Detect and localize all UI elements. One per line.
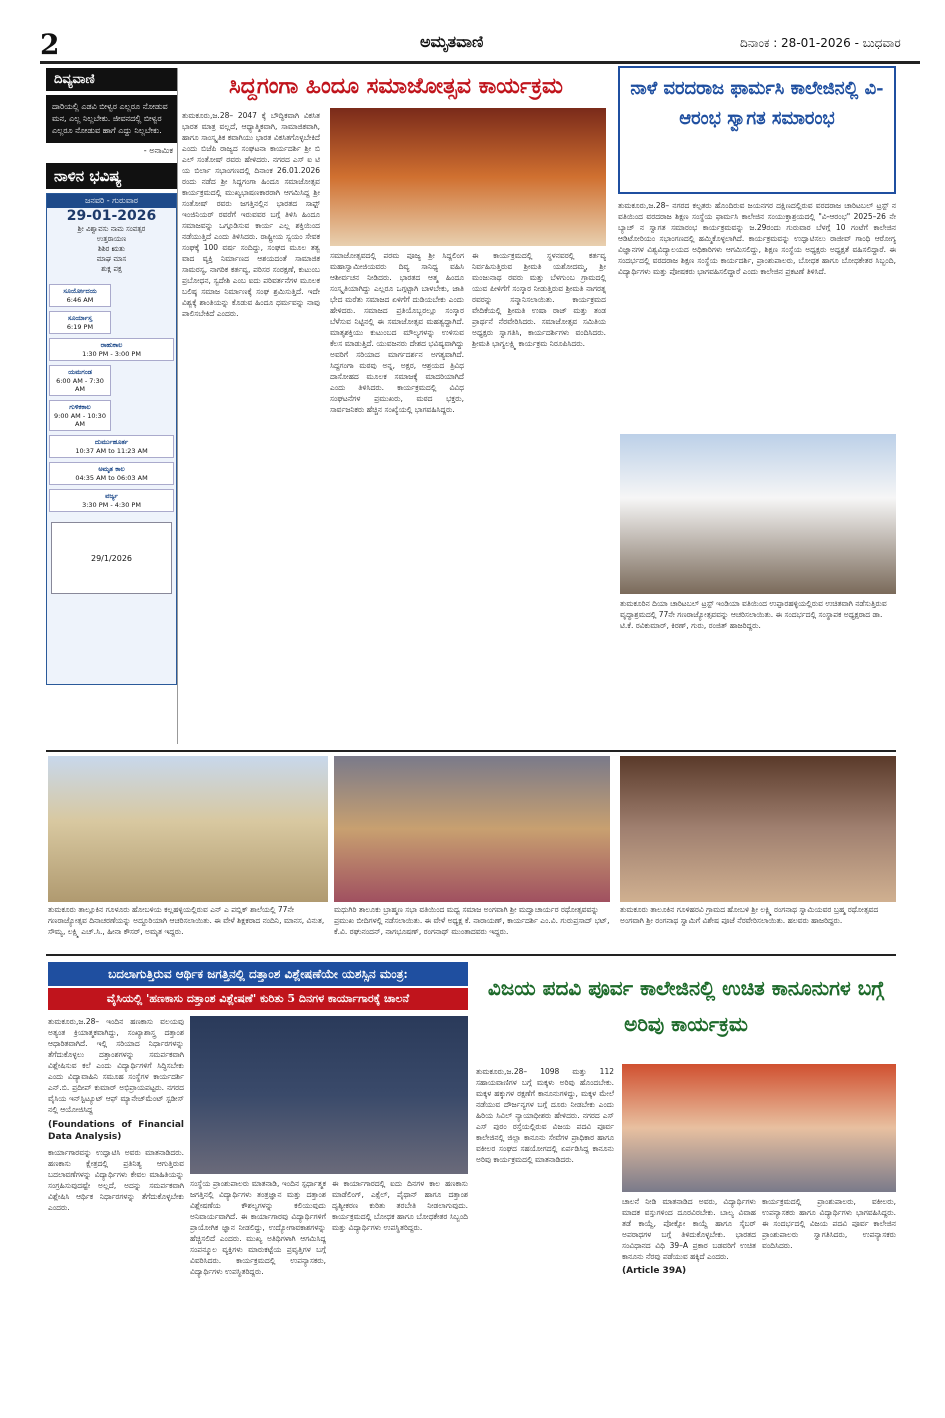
tile-amrita — [49, 462, 174, 485]
article3-fdta: (Foundations of Financial Data Analysis) — [48, 1120, 184, 1142]
rashi-chart — [51, 522, 172, 594]
article3-col2-text: ಸಂಸ್ಥೆಯ ಪ್ರಾಂಶುಪಾಲರು ಮಾತನಾಡಿ, ಇಂದಿನ ಸ್ಪರ್ಧಾತ್ಮಕ ಜಗತ್ತಿನಲ್ಲಿ ವಿದ್ಯಾರ್ಥಿಗಳು ತಂತ್ರಜ್ಞಾನ ಮತ್ತು ದತ್ತಾಂಶ ವಿಶ್ಲೇಷಣೆಯ ಕೌಶಲ್ಯಗಳನ್ನು ಕಲಿಯುವುದು ಅನಿವಾರ್ಯವಾಗಿದೆ. ಈ ಕಾರ್ಯಾಗಾರವು ವಿದ್ಯಾರ್ಥಿಗಳಿಗೆ ಪ್ರಾಯೋಗಿಕ ಜ್ಞಾನ ನೀಡಲಿದ್ದು, ಉದ್ಯೋಗಾವಕಾಶಗಳನ್ನು ಹೆಚ್ಚಿಸಲಿದೆ ಎಂದರು. ಮುಖ್ಯ ಅತಿಥಿಗಳಾಗಿ ಆಗಮಿಸಿದ್ದ ಸಂಪನ್ಮೂಲ ವ್ಯಕ್ತಿಗಳು ಮಾರುಕಟ್ಟೆಯ ಪ್ರವೃತ್ತಿಗಳ ಬಗ್ಗೆ ವಿವರಿಸಿದರು. ಕಾರ್ಯಕ್ರಮದಲ್ಲಿ ಉಪನ್ಯಾಸಕರು, ವಿದ್ಯಾರ್ಥಿಗಳು ಉಪಸ್ಥಿತರಿದ್ದರು. — [190, 1179, 326, 1276]
article2-headline: ನಾಳೆ ವರದರಾಜ ಫಾರ್ಮಸಿ ಕಾಲೇಜಿನಲ್ಲಿ ವಿ-ಆರಂಭ ಸ್ವಾಗತ ಸಮಾರಂಭ — [630, 78, 884, 129]
school-photo — [48, 756, 328, 902]
article4-article39a: (Article 39A) — [622, 1266, 687, 1276]
article3-photo — [190, 1016, 468, 1174]
tile-value: 3:30 PM - 4:30 PM — [82, 501, 141, 509]
tile-label: ದುರ್ಮುಹೂರ್ತ — [94, 438, 129, 446]
section-divider — [46, 954, 896, 956]
tile-value: 1:30 PM - 3:00 PM — [82, 350, 141, 358]
school-caption: ತುಮಕೂರು ತಾಲ್ಲೂಕಿನ ಗೂಳೂರು ಹೋಬಳಿಯ ಕಲ್ಲಹಳ್ಳಿಯಲ್ಲಿರುವ ಎನ್ ಎ ಪಬ್ಲಿಕ್ ಶಾಲೆಯಲ್ಲಿ 77ನೇ ಗಣರಾಜ್ಯೋತ್ಸವ ದಿನಾಚರಣೆಯನ್ನು ಅದ್ದೂರಿಯಾಗಿ ಆಚರಿಸಲಾಯಿತು. ಈ ವೇಳೆ ಶಿಕ್ಷಕರಾದ ನಂದಿನಿ, ಮಾನಸ, ವಿನುತ, ಸೌಮ್ಯ, ಲಕ್ಷ್ಮಿ ಎಚ್.ಸಿ., ಹೀನಾ ಕೌಸರ್, ಅಮೃತ ಇದ್ದರು. — [48, 905, 325, 936]
temple-photo — [620, 756, 896, 902]
article1-col1 — [182, 110, 320, 745]
tile-label: ಸೂರ್ಯೋದಯ — [63, 287, 97, 295]
article4-photo — [622, 1064, 896, 1192]
tile-sunrise — [49, 284, 111, 307]
tile-label: ಸೂರ್ಯಾಸ್ತ — [67, 314, 93, 322]
tile-varjya — [49, 489, 174, 512]
temple-caption: ತುಮಕೂರು ತಾಲೂಕಿನ ಗೂಳಿಹರವಿ ಗ್ರಾಮದ ಹೋಬಳಿ ಶ್ರೀ ಲಕ್ಷ್ಮಿ ರಂಗನಾಥ ಸ್ವಾಮಿಯವರ ಬ್ರಹ್ಮ ರಥೋತ್ಸವದ ಅಂಗವಾಗಿ ಶ್ರೀ ರಂಗನಾಥ ಸ್ವಾಮಿಗೆ ವಿಶೇಷ ಪೂಜೆ ನೆರವೇರಿಸಲಾಯಿತು. ಹಲವರು ಹಾಜರಿದ್ದರು. — [620, 905, 879, 925]
calendar-lines — [47, 224, 176, 274]
calendar-line: ಮಾಘ ಮಾಸ — [96, 255, 127, 263]
article4-col1-text: ತುಮಕೂರು,ಜ.28– 1098 ಮತ್ತು 112 ಸಹಾಯವಾಣಿಗಳ ಬಗ್ಗೆ ಮಕ್ಕಳು ಅರಿವು ಹೊಂದಬೇಕು. ಮಕ್ಕಳ ಹಕ್ಕುಗಳ ರಕ್ಷಣೆಗೆ ಕಾನೂನುಗಳಿದ್ದು, ಮಕ್ಕಳ ಮೇಲೆ ನಡೆಯುವ ದೌರ್ಜನ್ಯಗಳ ಬಗ್ಗೆ ದೂರು ನೀಡಬೇಕು ಎಂದು ಹಿರಿಯ ಸಿವಿಲ್ ನ್ಯಾಯಾಧೀಶರು ಹೇಳಿದರು. ನಗರದ ಎಸ್ ಎಸ್ ಪುರಂ ರಸ್ತೆಯಲ್ಲಿರುವ ವಿಜಯ ಪದವಿ ಪೂರ್ವ ಕಾಲೇಜಿನಲ್ಲಿ ಜಿಲ್ಲಾ ಕಾನೂನು ಸೇವೆಗಳ ಪ್ರಾಧಿಕಾರ ಹಾಗೂ ವಕೀಲರ ಸಂಘದ ಸಹಯೋಗದಲ್ಲಿ ಏರ್ಪಡಿಸಿದ್ದ ಕಾನೂನು ಅರಿವು ಕಾರ್ಯಕ್ರಮದಲ್ಲಿ ಮಾತನಾಡಿದರು. — [476, 1067, 614, 1164]
article3-col1-text: ತುಮಕೂರು,ಜ.28– ಇಂದಿನ ಹಣಕಾಸು ವಲಯವು ಅತ್ಯಂತ ಕ್ರಿಯಾತ್ಮಕವಾಗಿದ್ದು, ಸಂಖ್ಯಾಶಾಸ್ತ್ರ ದತ್ತಾಂಶ ಆಧಾರಿತವಾಗಿದೆ. ಇಲ್ಲಿ ಸರಿಯಾದ ನಿರ್ಧಾರಗಳನ್ನು ತೆಗೆದುಕೊಳ್ಳಲು ದತ್ತಾಂಶಗಳನ್ನು ಸಮರ್ಪಕವಾಗಿ ವಿಶ್ಲೇಷಿಸುವ ಕಲೆ ಎಂದು ವಿದ್ಯಾರ್ಥಿಗಳಿಗೆ ಸಿದ್ಧಿಸಬೇಕು ಎಂದು ವಿದ್ಯಾವಾಹಿನಿ ಸಮೂಹ ಸಂಸ್ಥೆಗಳ ಕಾರ್ಯದರ್ಶಿ ಎನ್.ಬಿ. ಪ್ರದೀಪ್ ಕುಮಾರ್ ಅಭಿಪ್ರಾಯಪಟ್ಟರು. ನಗರದ ವೈಸಿಯ ಇನ್‌ಸ್ಟಿಟ್ಯೂಟ್ ಆಫ್ ಮ್ಯಾನೇಜ್‌ಮೆಂಟ್ ಸ್ಟಡೀಸ್ ನಲ್ಲಿ ಆಯೋಜಿಸಿದ್ದ — [48, 1017, 184, 1114]
panchanga-calendar — [46, 193, 177, 685]
article1-col1-text: ತುಮಕೂರು,ಜ.28– 2047 ಕ್ಕೆ ಬೌದ್ಧಿಕವಾಗಿ ವಿಕಸಿತ ಭಾರತ ಮಾತ್ರ ವಲ್ಲದೆ, ಆಧ್ಯಾತ್ಮಿಕವಾಗಿ, ಸಾಮಾಜಿಕವಾಗಿ, ಹಾಗೂ ಸಾಂಸ್ಕೃತಿಕ ಕವಾಗಿಯು ಭಾರತ ವಿಕಸಿತಗೊಳ್ಳಬೇಕಿದೆ ಎಂದು ಬಿಜೆಪಿ ರಾಜ್ಯದ ಸಂಘಟನಾ ಕಾರ್ಯದರ್ಶಿ ಶ್ರೀ ಬಿ ಎಲ್ ಸಂತೋಷ್ ರವರು ಹೇಳಿದರು. ನಗರದ ಎಸ್ ಐ ಟಿ ಯ ಬಿರ್ಲಾ ಸಭಾಂಗಣದಲ್ಲಿ ದಿನಾಂಕ 26.01.2026 ರಂದು ನಡೆದ ಶ್ರೀ ಸಿದ್ದಗಂಗಾ ಹಿಂದೂ ಸಮಾಜೋತ್ಸವ ಕಾರ್ಯಕ್ರಮದಲ್ಲಿ ಮುಖ್ಯಭಾಷಣಕಾರರಾಗಿ ಆಗಮಿಸಿದ್ದ ಶ್ರೀ ಸಂತೋಷ್ ರವರು ಜಗತ್ತಿನಲ್ಲಿನ ಭಾರತದ ಸಾಫ್ಟ್ ಇಂಜಿನಿಯರ್ ರವರೆಗೆ ಇರುವವರ ಬಗ್ಗೆ ತಿಳಿಸಿ ಹಿಂದೂ ಸಮಾಜವನ್ನು ಒಗ್ಗೂಡಿಸುವ ಕಾರ್ಯ ಎಲ್ಲ ಶಕ್ತಿಯಿಂದ ನಡೆಯುತ್ತಿದೆ ಎಂದು ತಿಳಿಸಿದರು. ರಾಷ್ಟ್ರೀಯ ಸ್ವಯಂ ಸೇವಕ ಸಂಘಕ್ಕೆ 100 ವರ್ಷ ಸಂದಿದ್ದು, ಸಂಘದ ಮೂಲ ತತ್ವ ವಾದ ವ್ಯಕ್ತಿ ನಿರ್ಮಾಣದ ಆಶಯದಂತೆ ಸಾಮಾಜಿಕ ಸಾಮರಸ್ಯ, ನಾಗರಿಕ ಕರ್ತವ್ಯ, ಪರಿಸರ ಸಂರಕ್ಷಣೆ, ಕುಟುಂಬ ಪ್ರಬೋಧನ, ಸ್ವದೇಶಿ ಎಂಬ ಐದು ಪರಿವರ್ತನೆಗಳ ಮೂಲಕ ಬಲಿಷ್ಠ ಸಮಾಜ ನಿರ್ಮಾಣಕ್ಕೆ ಸಂಘ ಶ್ರಮಿಸುತ್ತಿದೆ. ಇದೇ ವಿಶ್ವಕ್ಕೆ ಶಾಂತಿಯನ್ನು ಕೊಡುವ ಹಿಂದೂ ಧರ್ಮವನ್ನು ನಾವು ಪಾಲಿಸಬೇಕಿದೆ ಎಂದರು. — [182, 111, 320, 318]
article3-col1 — [48, 1016, 184, 1406]
article1-col2 — [330, 250, 464, 745]
article3-col1b-text: ಕಾರ್ಯಾಗಾರವನ್ನು ಉದ್ಘಾಟಿಸಿ ಅವರು ಮಾತನಾಡಿದರು. ಹಣಕಾಸು ಕ್ಷೇತ್ರದಲ್ಲಿ ಪ್ರತಿನಿತ್ಯ ಆಗುತ್ತಿರುವ ಬದಲಾವಣೆಗಳನ್ನು ವಿದ್ಯಾರ್ಥಿಗಳು ಕೇವಲ ಮಾಹಿತಿಯನ್ನು ಸಂಗ್ರಹಿಸುವುದಷ್ಟೇ ಅಲ್ಲದೆ, ಅದನ್ನು ಸಮರ್ಪಕವಾಗಿ ವಿಶ್ಲೇಷಿಸಿ ಆರ್ಥಿಕ ನಿರ್ಧಾರಗಳನ್ನು ತೆಗೆದುಕೊಳ್ಳಬೇಕು ಎಂದರು. — [48, 1148, 184, 1212]
article3-subhead: ವೈಸಿಯಲ್ಲಿ 'ಹಣಕಾಸು ದತ್ತಾಂಶ ವಿಶ್ಲೇಷಣೆ' ಕುರಿತು 5 ದಿನಗಳ ಕಾರ್ಯಾಗಾರಕ್ಕೆ ಚಾಲನೆ — [48, 988, 468, 1010]
tile-value: 6:19 PM — [66, 323, 94, 331]
article3-col3-text: ಈ ಕಾರ್ಯಾಗಾರದಲ್ಲಿ ಐದು ದಿನಗಳ ಕಾಲ ಹಣಕಾಸು ಮಾಡೆಲಿಂಗ್, ಎಕ್ಸೆಲ್, ಪೈಥಾನ್ ಹಾಗೂ ದತ್ತಾಂಶ ದೃಶ್ಯೀಕರಣ ಕುರಿತು ತರಬೇತಿ ನೀಡಲಾಗುವುದು. ಕಾರ್ಯಕ್ರಮದಲ್ಲಿ ಬೋಧಕ ಹಾಗೂ ಬೋಧಕೇತರ ಸಿಬ್ಬಂದಿ ಮತ್ತು ವಿದ್ಯಾರ್ಥಿಗಳು ಉಪಸ್ಥಿತರಿದ್ದರು. — [332, 1179, 468, 1232]
tile-yamaganda — [49, 365, 111, 396]
divyavani-text: ದಾರಿಯಲ್ಲಿ ಎಡವಿ ಬೀಳ್ವರ ಎಲ್ಲರೂ ನೋಡುವ ಮನ, ಎಲ್ಲ ನಿಲ್ಲಬೇಕು. ಜೀವನದಲ್ಲಿ ಬೀಳ್ವರ ಎಲ್ಲರೂ ನೋಡುವ ಹಾಗೆ ಎದ್ದು ನಿಲ್ಲಬೇಕು. — [46, 95, 177, 143]
article1-headline-text: ಸಿದ್ದಗಂಗಾ ಹಿಂದೂ ಸಮಾಜೋತ್ಸವ ಕಾರ್ಯಕ್ರಮ — [229, 73, 563, 99]
calendar-line: ಶುಕ್ಲ ಪಕ್ಷ — [101, 265, 122, 273]
tile-label: ಅಮೃತ ಕಾಲ — [98, 465, 125, 473]
article3-col2 — [190, 1178, 326, 1406]
section-divider — [46, 750, 896, 752]
article2-headline-box — [618, 66, 896, 194]
tile-label: ಗುಳಿಕಕಾಲ — [69, 403, 91, 411]
rashi-chart-date: 29/1/2026 — [90, 553, 133, 563]
calendar-head: ಜನವರಿ - ಗುರುವಾರ — [47, 194, 176, 208]
page-header — [40, 28, 920, 64]
calendar-line: ಉತ್ತರಾಯಣ — [96, 235, 127, 243]
article4-col1 — [476, 1066, 614, 1406]
tile-value: 9:00 AM - 10:30 AM — [54, 412, 106, 428]
calendar-date: 29-01-2026 — [66, 208, 157, 224]
article3-headline: ಬದಲಾಗುತ್ತಿರುವ ಆರ್ಥಿಕ ಜಗತ್ತಿನಲ್ಲಿ ದತ್ತಾಂಶ ವಿಶ್ಲೇಷಣೆಯೇ ಯಶಸ್ಸಿನ ಮಂತ್ರ: — [48, 962, 468, 986]
republic-day-caption: ತುಮಕೂರಿನ ದಿಯಾ ಚಾರಿಟಬಲ್ ಟ್ರಸ್ಟ್ ಇಂಡಿಯಾ ವತಿಯಿಂದ ಉಪ್ಪಾರಹಳ್ಳಿಯಲ್ಲಿರುವ ಉಚಿತವಾಗಿ ನಡೆಸುತ್ತಿರುವ ವೃದ್ಧಾಶ್ರಮದಲ್ಲಿ 77ನೇ ಗಣರಾಜ್ಯೋತ್ಸವವನ್ನು ಆಚರಿಸಲಾಯಿತು. ಈ ಸಂದರ್ಭದಲ್ಲಿ ಸಂಸ್ಥಾಪಕ ಅಧ್ಯಕ್ಷರಾದ ಡಾ. ಟಿ.ಕೆ. ರವಿಕುಮಾರ್, ಕಿರಣ್, ಗುರು, ರಂಜಿತ್ ಹಾಜರಿದ್ದರು. — [620, 599, 887, 630]
horoscope-title: ನಾಳಿನ ಭವಿಷ್ಯ — [46, 163, 177, 189]
divyavani-author: - ಅನಾಮಿಕ — [143, 146, 173, 155]
article2-body — [618, 200, 896, 428]
article4-headline: ವಿಜಯ ಪದವಿ ಪೂರ್ವ ಕಾಲೇಜಿನಲ್ಲಿ ಉಚಿತ ಕಾನೂನುಗಳ ಬಗ್ಗೆ ಅರಿವು ಕಾರ್ಯಕ್ರಮ — [487, 976, 885, 1036]
tile-sunset — [49, 311, 111, 334]
tile-label: ಯಮಗಂಡ — [68, 368, 92, 376]
article1-col3 — [472, 250, 606, 745]
article4-col3-text: ಕಾರ್ಯಕ್ರಮದಲ್ಲಿ ಪ್ರಾಂಶುಪಾಲರು, ವಕೀಲರು, ಉಪನ್ಯಾಸಕರು ಹಾಗೂ ವಿದ್ಯಾರ್ಥಿಗಳು ಭಾಗವಹಿಸಿದ್ದರು. ಈ ಸಂದರ್ಭದಲ್ಲಿ ವಿಜಯ ಪದವಿ ಪೂರ್ವ ಕಾಲೇಜಿನ ಪ್ರಾಂಶುಪಾಲರು ಸ್ವಾಗತಿಸಿದರು, ಉಪನ್ಯಾಸಕರು ವಂದಿಸಿದರು. — [762, 1197, 896, 1250]
madhugiri-photo — [334, 756, 610, 902]
tile-value: 6:46 AM — [66, 296, 94, 304]
tile-value: 04:35 AM to 06:03 AM — [75, 474, 148, 482]
calendar-line: ಶಿಶಿರ ಋತು — [98, 245, 125, 253]
dateline: ದಿನಾಂಕ : 28-01-2026 - ಬುಧವಾರ — [740, 36, 901, 50]
tile-gulika — [49, 400, 111, 431]
tile-label: ರಾಹುಕಾಲ — [100, 341, 123, 349]
article4-col2 — [622, 1196, 756, 1406]
madhugiri-caption: ಮಧುಗಿರಿ ತಾಲೂಕು ಬ್ರಾಹ್ಮಣ ಸಭಾ ವತಿಯಿಂದ ಮಧ್ವ ಸಮಾಜ ಅಂಗವಾಗಿ ಶ್ರೀ ಮದ್ವಾಚಾರ್ಯರ ರಥೋತ್ಸವವನ್ನು ಪ್ರಮುಖ ಬೀದಿಗಳಲ್ಲಿ ನಡೆಸಲಾಯಿತು. ಈ ವೇಳೆ ಅಧ್ಯಕ್ಷ ಕೆ. ನಾರಾಯಣ್, ಕಾರ್ಯದರ್ಶಿ ಎಂ.ವಿ. ಗುರುಪ್ರಸಾದ್ ಭಟ್, ಕೆ.ವಿ. ರಘುನಂದನ್, ನಾಗಭೂಷಣ್, ರಂಗನಾಥ್ ಮುಂತಾದವರು ಇದ್ದರು. — [334, 905, 610, 936]
tile-label: ವರ್ಜ್ಯ — [105, 492, 118, 500]
tile-value: 10:37 AM to 11:23 AM — [75, 447, 148, 455]
article1-photo — [330, 108, 606, 246]
article1-headline — [182, 66, 610, 106]
tile-durmuhurta — [49, 435, 174, 458]
article1-col2-text: ಸಮಾಜೋತ್ಸವದಲ್ಲಿ ಪರಮ ಪೂಜ್ಯ ಶ್ರೀ ಸಿದ್ದಲಿಂಗ ಮಹಾಸ್ವಾಮೀಜಿಯವರು ದಿವ್ಯ ಸಾನಿಧ್ಯ ವಹಿಸಿ ಆಶೀರ್ವಚನ ನೀಡಿದರು. ಭಾರತದ ಆತ್ಮ ಹಿಂದೂ ಸಂಸ್ಕೃತಿಯಾಗಿದ್ದು ಎಲ್ಲರೂ ಒಗ್ಗಟ್ಟಾಗಿ ಬಾಳಬೇಕು, ಜಾತಿ ಭೇದ ಮರೆತು ಸಮಾಜದ ಏಳಿಗೆಗೆ ದುಡಿಯಬೇಕು ಎಂದು ಹೇಳಿದರು. ಸಮಾಜದ ಪ್ರತಿಯೊಬ್ಬರಲ್ಲೂ ಸಂಸ್ಕಾರ ಬೆಳೆಸುವ ನಿಟ್ಟಿನಲ್ಲಿ ಈ ಸಮಾಜೋತ್ಸವ ಮಹತ್ವದ್ದಾಗಿದೆ. ಮಾತೃಶಕ್ತಿಯು ಕುಟುಂಬದ ಮೌಲ್ಯಗಳನ್ನು ಉಳಿಸುವ ಕೆಲಸ ಮಾಡುತ್ತಿದೆ. ಯುವಜನರು ದೇಶದ ಭವಿಷ್ಯವಾಗಿದ್ದು ಅವರಿಗೆ ಸರಿಯಾದ ಮಾರ್ಗದರ್ಶನ ಅಗತ್ಯವಾಗಿದೆ. ಸಿದ್ದಗಂಗಾ ಮಠವು ಅನ್ನ, ಅಕ್ಷರ, ಆಶ್ರಯದ ತ್ರಿವಿಧ ದಾಸೋಹದ ಮೂಲಕ ಸಮಾಜಕ್ಕೆ ಮಾದರಿಯಾಗಿದೆ ಎಂದು ತಿಳಿಸಿದರು. ಕಾರ್ಯಕ್ರಮದಲ್ಲಿ ವಿವಿಧ ಸಂಘಟನೆಗಳ ಪ್ರಮುಖರು, ಮಠದ ಭಕ್ತರು, ಸಾರ್ವಜನಿಕರು ಹೆಚ್ಚಿನ ಸಂಖ್ಯೆಯಲ್ಲಿ ಭಾಗವಹಿಸಿದ್ದರು. — [330, 251, 464, 414]
masthead: ಅಮೃತವಾಣಿ — [420, 32, 484, 51]
article2-body-text: ತುಮಕೂರು,ಜ.28– ನಗರದ ಕಲ್ಪತರು ಹೊಂದಿರುವ ಜಯನಗರ ದಕ್ಷಿಣದಲ್ಲಿರುವ ವರದರಾಜ ಚಾರಿಟಬಲ್ ಟ್ರಸ್ಟ್ ನ ವತಿಯಿಂದ ವರದರಾಜ ಶಿಕ್ಷಣ ಸಂಸ್ಥೆಯ ಫಾರ್ಮಸಿ ಕಾಲೇಜಿನ ಸಂಯುಕ್ತಾಶ್ರಯದಲ್ಲಿ "ವಿ-ಆರಂಭ" 2025–26 ನೇ ಬ್ಯಾಚ್ ನ ಸ್ವಾಗತ ಸಮಾರಂಭ ಕಾರ್ಯಕ್ರಮವನ್ನು ಜ.29ರಂದು ಗುರುವಾರ ಬೆಳಗ್ಗೆ 10 ಗಂಟೆಗೆ ಕಾಲೇಜಿನ ಆಡಿಟೋರಿಯಂ ಸಭಾಂಗಣದಲ್ಲಿ ಹಮ್ಮಿಕೊಳ್ಳಲಾಗಿದೆ. ಕಾರ್ಯಕ್ರಮವನ್ನು ಉದ್ಘಾಟಿಸಲು ರಾಜೀವ್ ಗಾಂಧಿ ಆರೋಗ್ಯ ವಿಜ್ಞಾನಗಳ ವಿಶ್ವವಿದ್ಯಾಲಯದ ಅಧಿಕಾರಿಗಳು ಆಗಮಿಸಲಿದ್ದು, ಶಿಕ್ಷಣ ಸಂಸ್ಥೆಯ ಅಧ್ಯಕ್ಷರು ಅಧ್ಯಕ್ಷತೆ ವಹಿಸಲಿದ್ದಾರೆ. ಈ ಸಂದರ್ಭದಲ್ಲಿ ವರದರಾಜ ಶಿಕ್ಷಣ ಸಂಸ್ಥೆಯ ಕಾರ್ಯದರ್ಶಿ, ಪ್ರಾಂಶುಪಾಲರು, ಬೋಧಕ ಹಾಗೂ ಬೋಧಕೇತರ ಸಿಬ್ಬಂದಿ, ವಿದ್ಯಾರ್ಥಿಗಳು ಮತ್ತು ಪೋಷಕರು ಭಾಗವಹಿಸಲಿದ್ದಾರೆ ಎಂದು ಕಾಲೇಜಿನ ಪ್ರಕಟಣೆ ತಿಳಿಸಿದೆ. — [618, 201, 896, 276]
page-number: 2 — [40, 28, 60, 61]
republic-day-photo — [620, 434, 896, 594]
article3-col3 — [332, 1178, 468, 1406]
calendar-line: ಶ್ರೀ ವಿಶ್ವಾವಸು ನಾಮ ಸಂವತ್ಸರ — [77, 225, 146, 233]
article1-col3-text: ಈ ಕಾರ್ಯಕ್ರಮದಲ್ಲಿ ಸ್ಥಳನವರಲ್ಲಿ ಕರ್ತವ್ಯ ನಿರ್ವಹಿಸುತ್ತಿರುವ ಶ್ರೀಮತಿ ಯಶೋದಮ್ಮ, ಶ್ರೀ ಮಂಜುನಾಥ ರವರು ಮತ್ತು ಬೆಳಗುಂಬ ಗ್ರಾಮದಲ್ಲಿ ಯುವ ಪೀಳಿಗೆಗೆ ಸಂಸ್ಕಾರ ನೀಡುತ್ತಿರುವ ಶ್ರೀಮತಿ ನಾಗರತ್ನ ರವರನ್ನು ಸನ್ಮಾನಿಸಲಾಯಿತು. ಕಾರ್ಯಕ್ರಮದ ವೇದಿಕೆಯಲ್ಲಿ ಶ್ರೀಮತಿ ಉಷಾ ರಾಜ್ ಮತ್ತು ತಂಡ ಪ್ರಾರ್ಥನೆ ನೆರವೇರಿಸಿದರು. ಸಮಾಜೋತ್ಸವ ಸಮಿತಿಯ ಅಧ್ಯಕ್ಷರು ಸ್ವಾಗತಿಸಿ, ಕಾರ್ಯದರ್ಶಿಗಳು ವಂದಿಸಿದರು. ಶ್ರೀಮತಿ ಭಾಗ್ಯಲಕ್ಷ್ಮಿ ಕಾರ್ಯಕ್ರಮ ನಿರೂಪಿಸಿದರು. — [472, 251, 606, 348]
sidebar — [46, 68, 178, 744]
tile-rahukala — [49, 338, 174, 361]
divyavani-title: ದಿವ್ಯವಾಣಿ — [46, 68, 177, 91]
tile-value: 6:00 AM - 7:30 AM — [56, 377, 104, 393]
article4-col3 — [762, 1196, 896, 1406]
article4-col2-text: ಚಾಲನೆ ನೀಡಿ ಮಾತನಾಡಿದ ಅವರು, ವಿದ್ಯಾರ್ಥಿಗಳು ಮಾದಕ ವಸ್ತುಗಳಿಂದ ದೂರವಿರಬೇಕು. ಬಾಲ್ಯ ವಿವಾಹ ತಡೆ ಕಾಯ್ದೆ, ಪೋಕ್ಸೋ ಕಾಯ್ದೆ ಹಾಗೂ ಸೈಬರ್ ಅಪರಾಧಗಳ ಬಗ್ಗೆ ತಿಳಿದುಕೊಳ್ಳಬೇಕು. ಭಾರತದ ಸಂವಿಧಾನದ ವಿಧಿ 39–A ಪ್ರಕಾರ ಬಡವರಿಗೆ ಉಚಿತ ಕಾನೂನು ನೆರವು ಪಡೆಯುವ ಹಕ್ಕಿದೆ ಎಂದರು. — [622, 1197, 756, 1261]
